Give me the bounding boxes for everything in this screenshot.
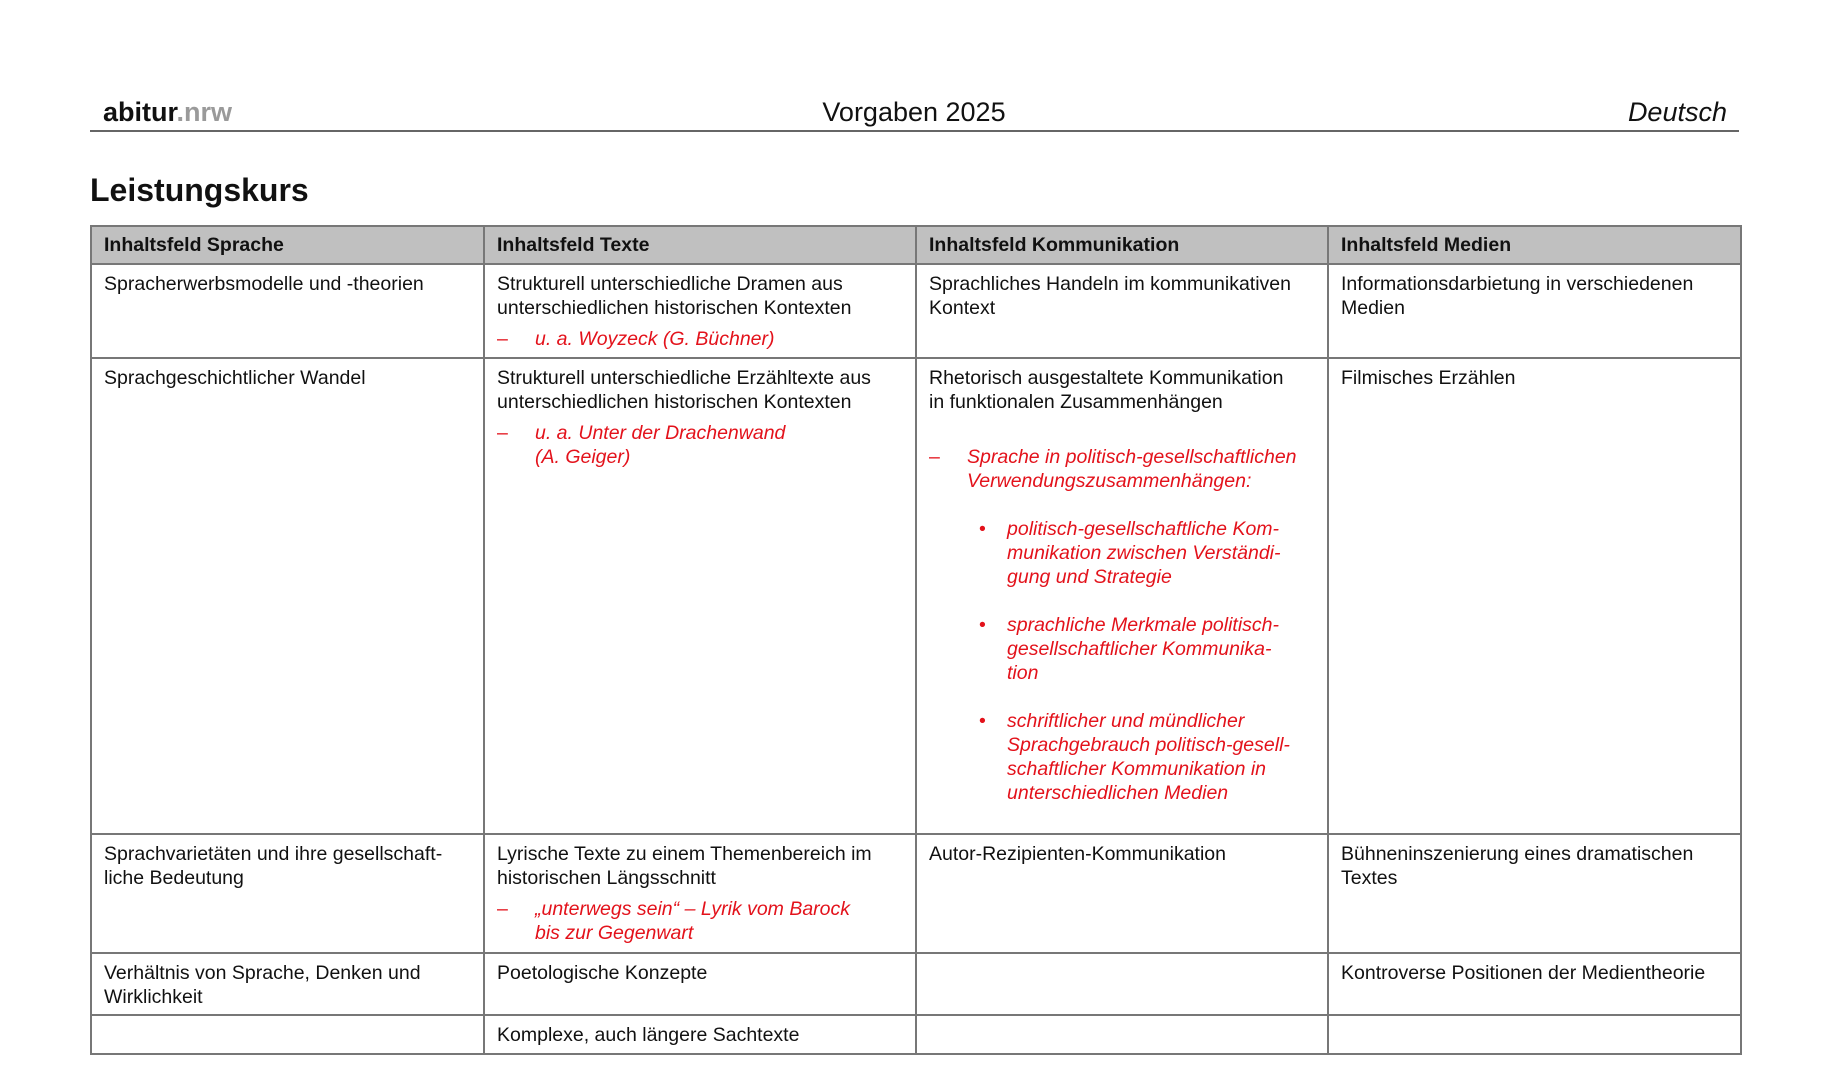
column-header: Inhaltsfeld Sprache xyxy=(91,226,484,264)
bullet-item xyxy=(967,709,1315,805)
header-title: Vorgaben 2025 xyxy=(822,97,1006,127)
page-header xyxy=(90,96,1739,132)
brand-suffix: .nrw xyxy=(176,97,233,127)
bullet-text: schriftlicher und mündlicher Sprachgebrauch politisch-gesell- schaftlicher Kommunikation in unterschiedlichen Medien xyxy=(1007,710,1290,804)
column-header: Inhaltsfeld Texte xyxy=(484,226,916,264)
table-row xyxy=(91,264,1741,358)
column-header: Inhaltsfeld Kommunikation xyxy=(916,226,1328,264)
table-row xyxy=(91,358,1741,834)
bullet-text: sprachliche Merkmale politisch- gesellschaftlicher Kommunika- tion xyxy=(1007,614,1280,684)
bullet-item xyxy=(967,517,1315,589)
dash-marker: – xyxy=(497,898,508,920)
cell-kommunikation xyxy=(916,1015,1328,1054)
cell-texte xyxy=(484,834,916,953)
cell-medien: Bühneninszenierung eines dramatischen Textes xyxy=(1328,834,1741,953)
dash-marker: – xyxy=(929,446,940,468)
red-note xyxy=(497,421,903,469)
note-text: „unterwegs sein“ – Lyrik vom Barock bis zur Gegenwart xyxy=(535,898,851,944)
cell-texte: Poetologische Konzepte xyxy=(484,953,916,1015)
cell-texte xyxy=(484,358,916,834)
cell-kommunikation xyxy=(916,358,1328,834)
bullet-marker: • xyxy=(979,710,986,732)
cell-sprache: Sprachvarietäten und ihre gesellschaft- liche Bedeutung xyxy=(91,834,484,953)
cell-sprache xyxy=(91,1015,484,1054)
cell-medien xyxy=(1328,1015,1741,1054)
table-row xyxy=(91,834,1741,953)
cell-medien: Informationsdarbietung in verschiedenen Medien xyxy=(1328,264,1741,358)
cell-sprache: Sprachgeschichtlicher Wandel xyxy=(91,358,484,834)
brand-main: abitur xyxy=(103,97,177,127)
note-text: Sprache in politisch-gesellschaftlichen Verwendungszusammenhängen: xyxy=(967,446,1297,492)
cell-texte: Komplexe, auch längere Sachtexte xyxy=(484,1015,916,1054)
red-note xyxy=(929,445,1315,493)
cell-sprache: Verhältnis von Sprache, Denken und Wirklichkeit xyxy=(91,953,484,1015)
red-note xyxy=(497,897,903,945)
dash-marker: – xyxy=(497,328,508,350)
cell-texte xyxy=(484,264,916,358)
dash-marker: – xyxy=(497,422,508,444)
column-header: Inhaltsfeld Medien xyxy=(1328,226,1741,264)
cell-text: Strukturell unterschiedliche Dramen aus unterschiedlichen historischen Kontexten xyxy=(497,273,852,319)
cell-text: Strukturell unterschiedliche Erzähltexte aus unterschiedlichen historischen Kontexten xyxy=(497,367,871,413)
table-header-row xyxy=(91,226,1741,264)
cell-medien: Filmisches Erzählen xyxy=(1328,358,1741,834)
cell-medien: Kontroverse Positionen der Medientheorie xyxy=(1328,953,1741,1015)
content-table xyxy=(90,225,1742,1055)
bullet-item xyxy=(967,613,1315,685)
cell-kommunikation: Autor-Rezipienten-Kommunikation xyxy=(916,834,1328,953)
cell-text: Rhetorisch ausgestaltete Kommunikation in funktionalen Zusammenhängen xyxy=(929,367,1284,413)
bullet-marker: • xyxy=(979,518,986,540)
page-title: Leistungskurs xyxy=(90,172,309,208)
header-subject: Deutsch xyxy=(1627,97,1727,127)
brand-logo xyxy=(103,97,232,128)
table-row xyxy=(91,953,1741,1015)
note-text: u. a. Unter der Drachenwand (A. Geiger) xyxy=(535,422,786,468)
cell-sprache: Spracherwerbsmodelle und -theorien xyxy=(91,264,484,358)
note-text: u. a. Woyzeck (G. Büchner) xyxy=(535,328,775,350)
cell-text: Lyrische Texte zu einem Themenbereich im historischen Längsschnitt xyxy=(497,843,872,889)
bullet-marker: • xyxy=(979,614,986,636)
cell-kommunikation xyxy=(916,953,1328,1015)
bullet-text: politisch-gesellschaftliche Kom- munikation zwischen Verständi- gung und Strategie xyxy=(1007,518,1281,588)
cell-kommunikation: Sprachliches Handeln im kommunikativen Kontext xyxy=(916,264,1328,358)
table-row xyxy=(91,1015,1741,1054)
red-note xyxy=(497,327,903,351)
